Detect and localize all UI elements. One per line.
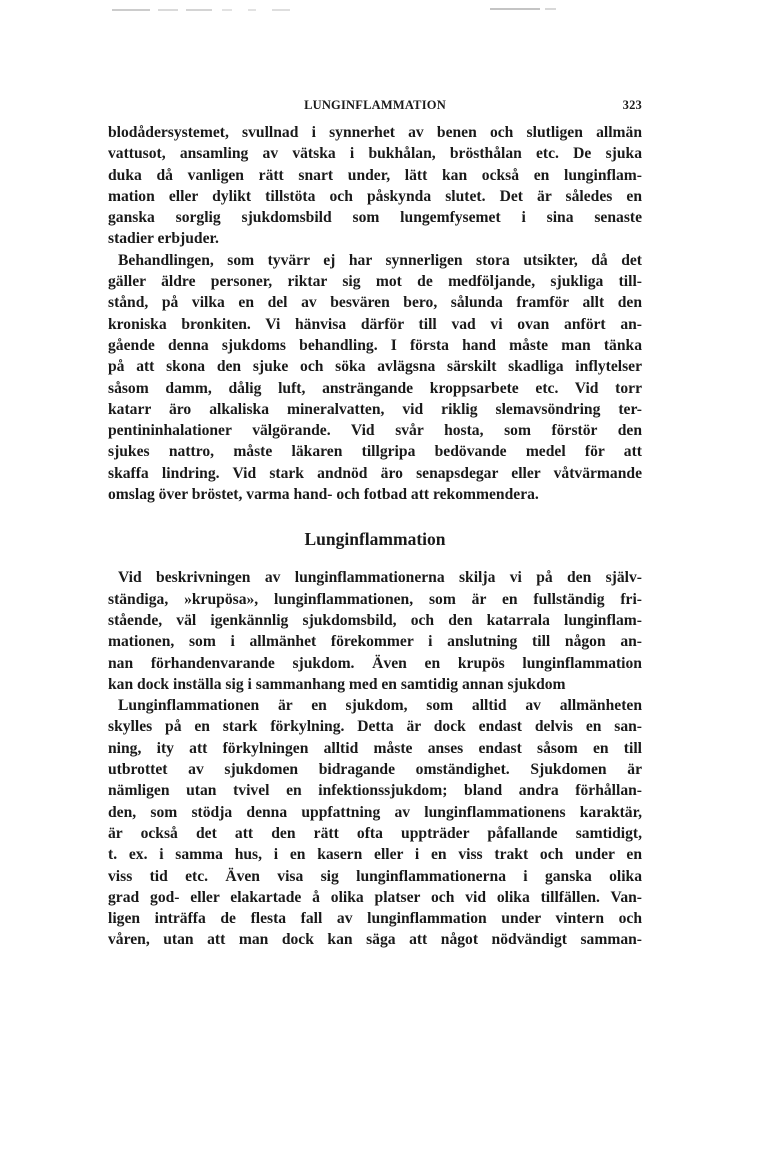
paragraph-continuation (108, 122, 642, 250)
paragraph-causes (108, 695, 642, 951)
text-line: omslag över bröstet, varma hand- och fotbad att rekommendera. (108, 486, 539, 504)
text-line: skylles på en stark förkylning. Detta är dock endast delvis en san- (108, 718, 642, 736)
text-line: nämligen utan tvivel en infektionssjukdom; bland andra förhållan- (108, 782, 642, 800)
text-line: t. ex. i samma hus, i en kasern eller i en viss trakt och under en (108, 846, 642, 864)
text-line: är också det att den rätt ofta uppträder påfallande samtidigt, (108, 824, 642, 842)
text-line: Behandlingen, som tyvärr ej har synnerligen stora utsikter, då det (118, 251, 642, 269)
text-line: den, som stödja denna uppfattning av lunginflammationens karaktär, (108, 803, 642, 821)
running-head-title: LUNGINFLAMMATION (304, 98, 446, 112)
text-line: våren, utan att man dock kan säga att något nödvändigt samman- (108, 931, 642, 949)
text-line: kroniska bronkiten. Vi hänvisa därför till vad vi ovan anfört an- (108, 315, 642, 333)
text-line: utbrottet av sjukdomen bidragande omständighet. Sjukdomen är (108, 761, 642, 779)
paragraph-introduction (108, 567, 642, 695)
text-line: stående, väl igenkännlig sjukdomsbild, och den katarrala lunginflam- (108, 611, 642, 629)
text-line: ligen inträffa de flesta fall av lunginflammation under vintern och (108, 910, 642, 928)
text-line: mation eller dylikt tillstöta och påskynda slutet. Det är således en (108, 187, 642, 205)
text-line: duka då vanligen rätt snart under, lätt kan också en lunginflam- (108, 166, 642, 184)
text-line: pentininhalationer välgörande. Vid svår hosta, som förstör den (108, 422, 642, 440)
text-line: stånd, på vilka en del av besvären bero, sålunda framför allt den (108, 294, 642, 312)
text-line: på att skona den sjuke och söka avlägsna särskilt skadliga inflytelser (108, 358, 642, 376)
text-line: katarr äro alkaliska mineralvatten, vid riklig slemavsöndring ter- (108, 400, 642, 418)
text-line: blodådersystemet, svullnad i synnerhet av benen och slutligen allmän (108, 124, 642, 141)
text-line: ganska sorglig sjukdomsbild som lungemfysemet i sina senaste (108, 209, 642, 227)
text-line: Vid beskrivningen av lunginflammationerna skilja vi på den själv- (118, 569, 642, 587)
text-line: gäller äldre personer, riktar sig mot de medföljande, sjukliga till- (108, 273, 642, 291)
text-line: Lunginflammationen är en sjukdom, som alltid av allmänheten (118, 697, 642, 715)
text-line: stadier erbjuder. (108, 230, 219, 248)
text-line: sjukes nattro, måste läkaren tillgripa bedövande medel för att (108, 443, 642, 461)
text-line: grad god- eller elakartade å olika platser och vid olika tillfällen. Van- (108, 888, 642, 906)
paragraph-treatment (108, 250, 642, 506)
text-line: ning, ity att förkylningen alltid måste anses endast såsom en till (108, 739, 642, 757)
section-heading: Lunginflammation (304, 529, 446, 550)
scan-artifact-marks (0, 8, 784, 14)
running-header (108, 94, 642, 116)
text-line: kan dock inställa sig i sammanhang med en samtidig annan sjukdom (108, 675, 566, 693)
book-page (108, 94, 642, 951)
text-line: nan förhandenvarande sjukdom. Även en krupös lunginflammation (108, 654, 642, 672)
text-line: gående denna sjukdoms behandling. I första hand måste man tänka (108, 336, 642, 354)
text-line: mationen, som i allmänhet förekommer i anslutning till någon an- (108, 633, 642, 651)
text-line: viss tid etc. Även visa sig lunginflammationerna i ganska olika (108, 867, 642, 885)
text-line: ständiga, »krupösa», lunginflammationen, som är en fullständig fri- (108, 590, 642, 608)
text-line: såsom damm, dålig luft, ansträngande kroppsarbete etc. Vid torr (108, 379, 642, 397)
text-line: skaffa lindring. Vid stark andnöd äro senapsdegar eller våtvärmande (108, 464, 642, 482)
text-line: vattusot, ansamling av vätska i bukhålan, brösthålan etc. De sjuka (108, 145, 642, 163)
page-number: 323 (622, 98, 642, 112)
